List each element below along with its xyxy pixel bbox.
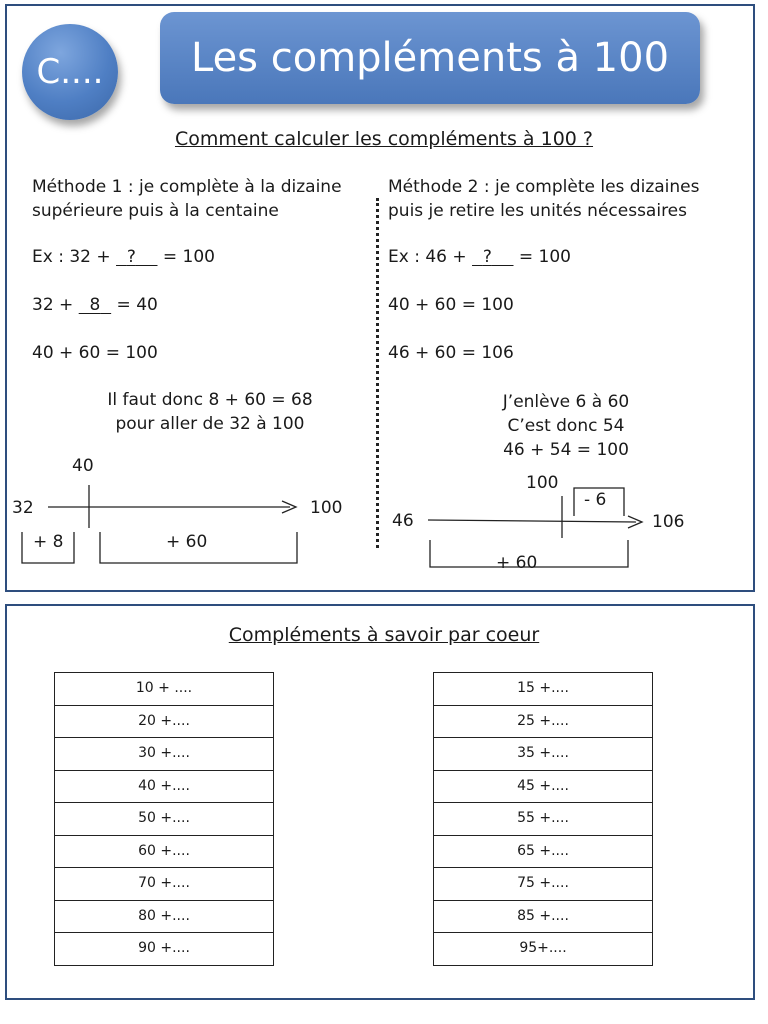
method1-title-line1: Méthode 1 : je complète à la dizaine	[32, 177, 342, 197]
method2-title-line2: puis je retire les unités nécessaires	[388, 201, 688, 221]
method1-conclusion-line1: Il faut donc 8 + 60 = 68	[107, 390, 313, 410]
section-subtitle: Comment calculer les compléments à 100 ?	[174, 128, 594, 150]
method2-conclusion-line3: 46 + 54 = 100	[503, 440, 629, 460]
numberline2-jump-label: + 60	[496, 553, 538, 573]
table-row: 40 +....	[55, 771, 273, 804]
table-row: 55 +....	[434, 803, 652, 836]
method1-step1-suffix: = 40	[116, 295, 158, 315]
method1-conclusion-line2: pour aller de 32 à 100	[115, 414, 305, 434]
table-row: 70 +....	[55, 868, 273, 901]
numberline1-start-label: 32	[12, 498, 34, 518]
table-row: 45 +....	[434, 771, 652, 804]
table-row: 25 +....	[434, 706, 652, 739]
numberline1-mark-label: 40	[72, 456, 94, 476]
method2-conclusion-line1: J’enlève 6 à 60	[502, 392, 630, 412]
complements-table-left	[54, 672, 274, 966]
table-row: 20 +....	[55, 706, 273, 739]
method2-step2: 46 + 60 = 106	[388, 343, 514, 363]
memorize-subtitle: Compléments à savoir par coeur	[228, 624, 540, 646]
table-row: 30 +....	[55, 738, 273, 771]
badge-circle: C....	[22, 24, 118, 120]
method2-step1: 40 + 60 = 100	[388, 295, 514, 315]
complements-table-right	[433, 672, 653, 966]
method2-example-blank-value: ?	[482, 247, 492, 267]
numberline1-jump1-label: + 8	[33, 532, 64, 552]
method2-title-line1: Méthode 2 : je complète les dizaines	[388, 177, 700, 197]
method1-step2: 40 + 60 = 100	[32, 343, 158, 363]
table-row: 10 + ....	[55, 673, 273, 706]
table-row: 50 +....	[55, 803, 273, 836]
page-title: Les compléments à 100	[160, 12, 700, 104]
method1-step1-blank-value: 8	[89, 295, 101, 315]
method1-step1-prefix: 32 +	[32, 295, 74, 315]
numberline1-jump2-label: + 60	[166, 532, 208, 552]
table-row: 60 +....	[55, 836, 273, 869]
table-row: 90 +....	[138, 940, 190, 956]
table-row: 75 +....	[434, 868, 652, 901]
method1-title-line2: supérieure puis à la centaine	[32, 201, 279, 221]
numberline2-mark-label: 100	[526, 473, 559, 493]
table-row: 35 +....	[434, 738, 652, 771]
numberline2-end-label: 106	[652, 512, 685, 532]
numberline2-back-label: - 6	[584, 490, 607, 510]
method1-example-blank-value: ?	[126, 247, 136, 267]
method1-example-prefix: Ex : 32 +	[32, 247, 111, 267]
method2-example-suffix: = 100	[518, 247, 572, 267]
numberline1-end-label: 100	[310, 498, 343, 518]
table-row: 80 +....	[55, 901, 273, 934]
table-row: 85 +....	[434, 901, 652, 934]
numberline2-axis	[428, 520, 636, 522]
method1-example-suffix: = 100	[162, 247, 216, 267]
method2-example-prefix: Ex : 46 +	[388, 247, 467, 267]
table-row: 15 +....	[434, 673, 652, 706]
table-row: 65 +....	[434, 836, 652, 869]
numberline2-start-label: 46	[392, 511, 414, 531]
table-row: 95+....	[519, 940, 567, 956]
method2-conclusion-line2: C’est donc 54	[507, 416, 625, 436]
